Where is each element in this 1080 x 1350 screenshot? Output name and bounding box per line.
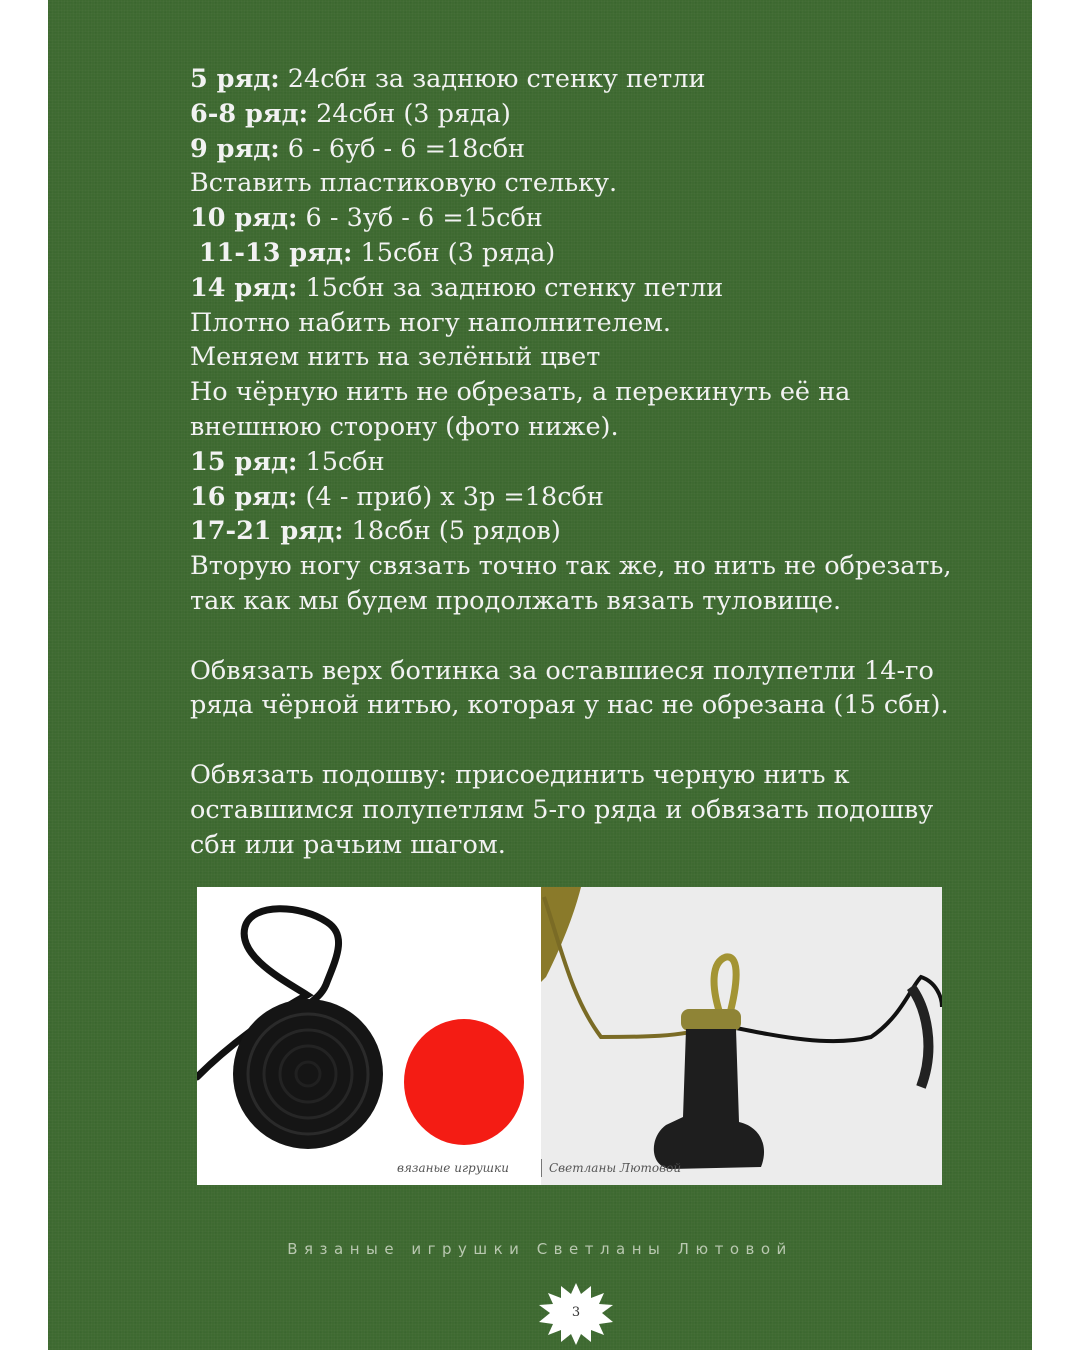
paragraph-line: ряда чёрной нитью, которая у нас не обрезана (15 сбн). (190, 690, 949, 721)
instruction-line: Но чёрную нить не обрезать, а перекинуть её на (190, 377, 851, 408)
instruction-line: Меняем нить на зелёный цвет (190, 342, 601, 373)
watermark-separator (541, 1159, 542, 1177)
paragraph-line: сбн или рачьим шагом. (190, 829, 506, 860)
footer-title: Вязаные игрушки Светланы Лютовой (287, 1240, 793, 1258)
instruction-line: Вторую ногу связать точно так же, но нить не обрезать, (190, 551, 952, 582)
page-number: 3 (571, 1305, 581, 1320)
photo-collage (197, 887, 942, 1185)
instruction-line: так как мы будем продолжать вязать туловище. (190, 585, 842, 616)
instruction-line: 6-8 ряд: 24сбн (3 ряда) (190, 98, 511, 129)
instruction-line: Плотно набить ногу наполнителем. (190, 307, 671, 338)
instruction-line: 14 ряд: 15сбн за заднюю стенку петли (190, 272, 724, 303)
instruction-line: 10 ряд: 6 - 3уб - 6 =15сбн (190, 203, 543, 234)
instruction-line: 9 ряд: 6 - 6уб - 6 =18сбн (190, 133, 526, 164)
soles-illustration (197, 887, 537, 1185)
black-sole-icon (233, 999, 383, 1149)
boot-illustration (541, 887, 942, 1185)
photo-soles (197, 887, 537, 1185)
instruction-line: 11-13 ряд: 15сбн (3 ряда) (190, 237, 556, 268)
spacer (190, 619, 990, 654)
paragraph-line: Обвязать подошву: присоединить черную нить к (190, 759, 850, 790)
page-number-badge (538, 1283, 614, 1345)
instruction-line: 17-21 ряд: 18сбн (5 рядов) (190, 516, 561, 547)
red-insole-icon (404, 1019, 524, 1145)
spacer (190, 723, 990, 758)
instruction-line: 15 ряд: 15сбн (190, 446, 385, 477)
instruction-line: Вставить пластиковую стельку. (190, 168, 618, 199)
page (48, 0, 1032, 1350)
instruction-line: 16 ряд: (4 - приб) х 3р =18сбн (190, 481, 604, 512)
instruction-line: 5 ряд: 24сбн за заднюю стенку петли (190, 64, 706, 94)
paragraph-line: оставшимся полупетлям 5-го ряда и обвязать подошву (190, 794, 934, 825)
instruction-line: внешнюю сторону (фото ниже). (190, 411, 619, 442)
boot-cuff-icon (681, 1009, 741, 1031)
photo-boot (541, 887, 942, 1185)
instructions-text (190, 62, 990, 862)
photo-watermark-left: вязаные игрушки (397, 1161, 509, 1175)
paragraph-line: Обвязать верх ботинка за оставшиеся полупетли 14-го (190, 655, 934, 686)
photo-watermark-right: Светланы Лютовой (549, 1161, 682, 1175)
